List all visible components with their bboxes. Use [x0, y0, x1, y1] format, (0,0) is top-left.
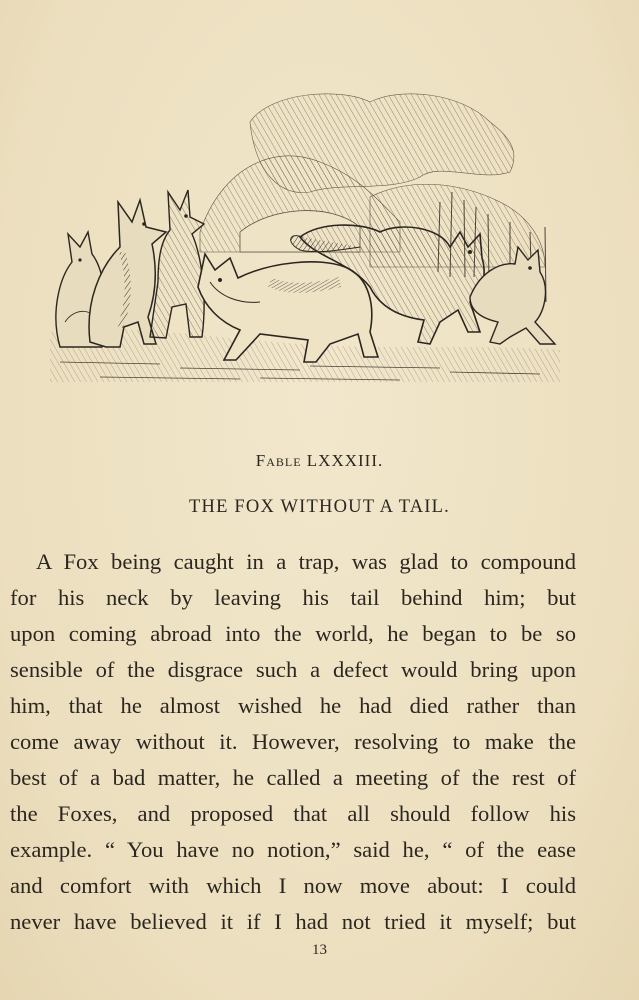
text-line: and comfort with which I now move about: I could: [10, 873, 576, 898]
text-line: best of a bad matter, he called a meeting of the rest of: [10, 765, 576, 790]
fable-body-text: [10, 544, 576, 940]
fable-title: THE FOX WITHOUT A TAIL.: [189, 497, 450, 517]
text-line: sensible of the disgrace such a defect would bring upon: [10, 657, 576, 682]
fox-standing-second: [150, 190, 204, 338]
text-line: A Fox being caught in a trap, was glad to compound: [36, 549, 576, 574]
fox-engraving-illustration: [40, 82, 570, 392]
page-number: 13: [312, 942, 327, 958]
fable-number-heading: Fable LXXXIII.: [255, 451, 384, 470]
text-line: come away without it. However, resolving to make the: [10, 729, 576, 754]
text-line: for his neck by leaving his tail behind him; but: [10, 585, 576, 610]
text-line: him, that he almost wished he had died rather than: [10, 693, 576, 718]
text-line: the Foxes, and proposed that all should follow his: [10, 801, 576, 826]
text-line: never have believed it if I had not tried it myself; but: [10, 909, 576, 934]
text-line: example. “ You have no notion,” said he, “ of the ease: [10, 837, 576, 862]
text-line: upon coming abroad into the world, he began to be so: [10, 621, 576, 646]
